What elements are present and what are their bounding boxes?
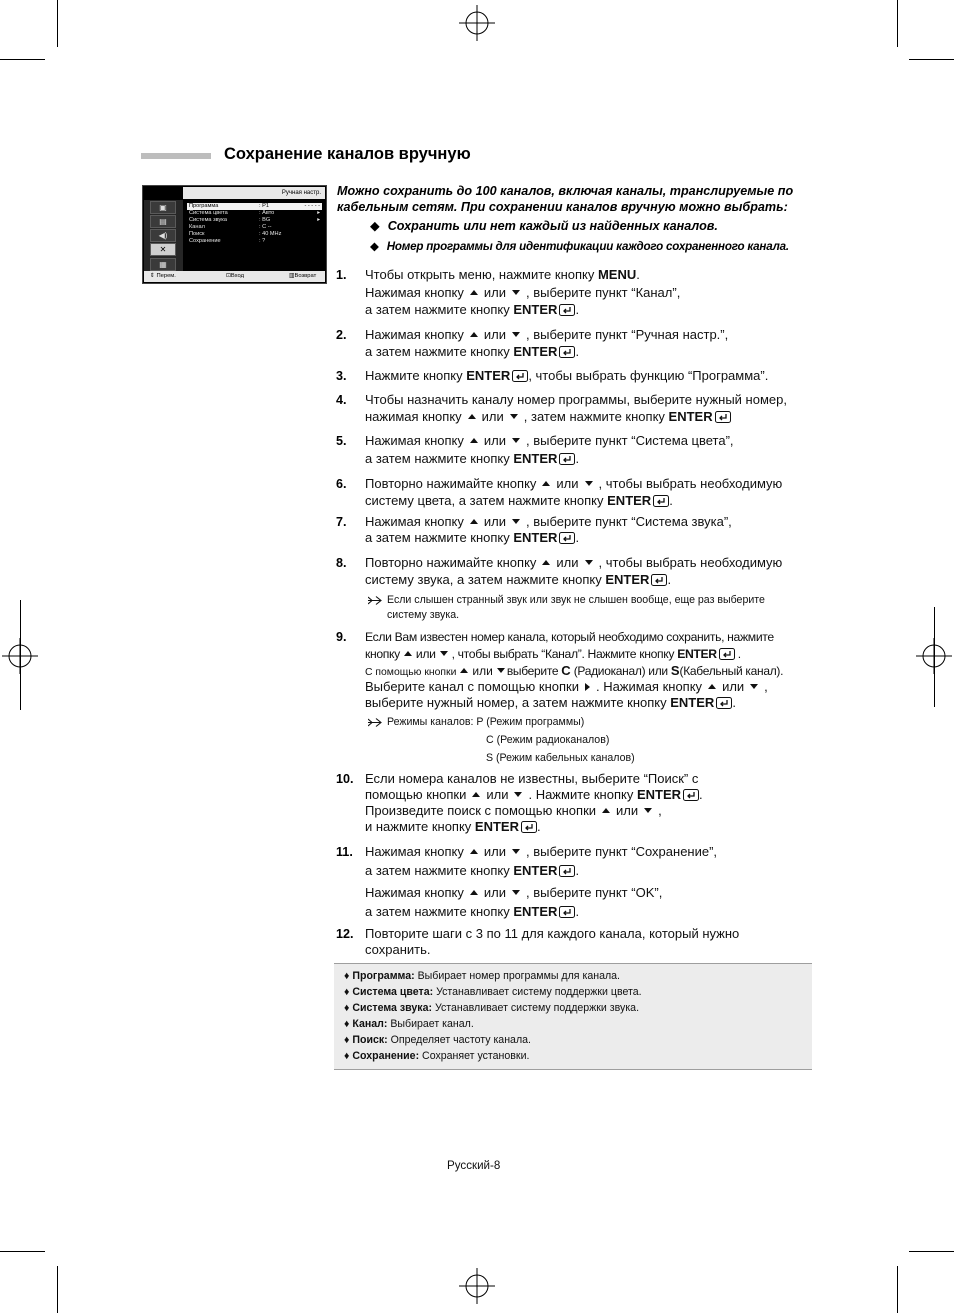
- arrow-down-icon: [512, 438, 520, 443]
- note-text: Режимы каналов: P (Режим программы): [387, 716, 585, 728]
- step-text: , чтобы выбрать необходимую: [598, 476, 783, 491]
- definition-desc: Определяет частоту канала.: [387, 1034, 531, 1046]
- step-line: а затем нажмите кнопку ENTER .: [365, 904, 580, 919]
- step-text: или: [472, 664, 493, 678]
- step-text: , чтобы выбрать функцию “Программа”.: [528, 368, 769, 383]
- tv-row-value: : ?: [259, 238, 266, 244]
- enter-key: ENTER: [466, 368, 511, 383]
- step-text: Чтобы назначить каналу номер программы, выберите нужный номер,: [365, 392, 787, 407]
- definition-term: Поиск:: [352, 1034, 388, 1046]
- step-text: или: [483, 885, 506, 900]
- step-text: или: [483, 285, 506, 300]
- step-text: , выберите пункт “Сохранение”,: [525, 844, 718, 859]
- enter-icon: [559, 906, 575, 918]
- arrow-right-icon: [585, 683, 590, 691]
- definition-term: Программа:: [352, 970, 415, 982]
- definition-desc: Устанавливает систему поддержки звука.: [432, 1002, 640, 1014]
- step-line: [365, 771, 698, 787]
- enter-key: ENTER: [513, 451, 558, 466]
- tv-row-value: : 40 MHz: [259, 231, 282, 237]
- step-number: 9.: [336, 630, 347, 644]
- enter-icon: [683, 789, 699, 801]
- intro-bullet: [370, 239, 789, 253]
- definition-term: Система звука:: [352, 1002, 433, 1014]
- title-decor-bar: [141, 153, 211, 159]
- crop-mark: [0, 59, 45, 60]
- step-line: [365, 926, 739, 942]
- step-line: [365, 327, 728, 343]
- step-text: или: [556, 476, 579, 491]
- enter-key: ENTER: [677, 647, 717, 661]
- step-line: [365, 514, 732, 530]
- tv-menu-rows: [187, 203, 322, 245]
- enter-icon: [559, 865, 575, 877]
- enter-icon: [521, 821, 537, 833]
- definition-item: [344, 1050, 529, 1062]
- intro-paragraph: Можно сохранить до 100 каналов, включая каналы, транслируемые по кабельным сетям. При сохранении каналов вручную можно выбрать:: [337, 184, 794, 214]
- intro-bullet-text: Номер программы для идентификации каждого сохраненного канала.: [386, 240, 789, 253]
- enter-icon: [559, 532, 575, 544]
- step-text: Нажимая кнопку: [365, 327, 464, 342]
- note-arrow-icon: [368, 596, 383, 605]
- registration-mark-icon: [459, 1268, 495, 1304]
- step-text: или: [616, 803, 639, 818]
- arrow-up-icon: [602, 808, 610, 813]
- crop-mark: [909, 1251, 954, 1252]
- definition-term: Сохранение:: [352, 1050, 420, 1062]
- channel-icon: ✕: [150, 243, 176, 256]
- enter-key: ENTER: [513, 863, 558, 878]
- step-line: а затем нажмите кнопку ENTER .: [365, 863, 580, 878]
- enter-key: ENTER: [605, 572, 650, 587]
- step-line: систему цвета, а затем нажмите кнопку ENTER .: [365, 493, 673, 508]
- step-line: а затем нажмите кнопку ENTER .: [365, 344, 580, 359]
- step-text: Нажмите кнопку: [365, 368, 467, 383]
- step-text: а затем нажмите кнопку: [365, 863, 514, 878]
- step-line: систему звука, а затем нажмите кнопку ENTER .: [365, 572, 672, 587]
- step-text: , чтобы выбрать необходимую: [598, 555, 783, 570]
- tv-row-extra: ▸: [317, 210, 320, 216]
- arrow-up-icon: [470, 438, 478, 443]
- step-text: (Радиоканал) или: [570, 664, 671, 678]
- step-line: [365, 285, 680, 301]
- menu-key: MENU: [597, 267, 637, 282]
- arrow-down-icon: [440, 651, 448, 656]
- diamond-icon: ♦: [344, 970, 353, 982]
- step-text: или: [722, 679, 745, 694]
- step-number: 6.: [336, 477, 347, 491]
- arrow-up-icon: [468, 414, 476, 419]
- note-text: Если слышен странный звук или звук не слышен вообще, еще раз выберите: [387, 594, 765, 606]
- step-text: а затем нажмите кнопку: [365, 302, 514, 317]
- arrow-up-icon: [470, 849, 478, 854]
- step-text: Нажимая кнопку: [365, 433, 464, 448]
- tv-row-label: Система цвета: [189, 210, 228, 216]
- arrow-up-icon: [708, 684, 716, 689]
- note-line: [387, 609, 459, 621]
- step-text: , выберите пункт “Ручная настр.”,: [525, 327, 729, 342]
- step-text: Нажимая кнопку: [365, 885, 464, 900]
- step-line: [365, 433, 734, 449]
- enter-icon: [651, 574, 667, 586]
- arrow-up-icon: [470, 890, 478, 895]
- step-text: или: [483, 433, 506, 448]
- arrow-up-icon: [472, 792, 480, 797]
- step-number: 5.: [336, 434, 347, 448]
- tv-menu-header: Ручная настр.: [183, 187, 325, 199]
- step-line: [365, 392, 787, 408]
- definition-item: [344, 1018, 474, 1030]
- arrow-down-icon: [512, 890, 520, 895]
- note-line: [368, 716, 584, 728]
- step-text: ,: [658, 803, 662, 818]
- step-number: 7.: [336, 515, 347, 529]
- step-text: ,: [764, 679, 768, 694]
- step-text: Произведите поиск с помощью кнопки: [365, 803, 597, 818]
- arrow-up-icon: [404, 651, 412, 656]
- crop-mark: [934, 607, 935, 707]
- step-text: или: [486, 787, 509, 802]
- step-text: систему звука, а затем нажмите кнопку: [365, 572, 606, 587]
- tv-menu-footer: [144, 271, 325, 282]
- step-text: и нажмите кнопку: [365, 819, 475, 834]
- step-text: Если номера каналов не известны, выберите “Поиск” с: [365, 771, 699, 786]
- speaker-icon: ◀): [150, 229, 176, 242]
- tv-menu-row: [187, 224, 322, 231]
- step-text: выберите нужный номер, а затем нажмите кнопку: [365, 695, 671, 710]
- tv-row-label: Поиск: [189, 231, 205, 237]
- step-line: помощью кнопки или . Нажмите кнопку ENTER .: [365, 787, 703, 802]
- crop-mark: [20, 600, 21, 710]
- arrow-down-icon: [510, 414, 518, 419]
- step-text: Выберите канал с помощью кнопки: [365, 679, 579, 694]
- enter-icon: [715, 411, 731, 423]
- setup-icon: ▦: [150, 258, 176, 271]
- step-text: , выберите пункт “Система цвета”,: [525, 433, 734, 448]
- step-text: или: [481, 409, 504, 424]
- tv-footer-back-label: Возврат: [294, 273, 317, 279]
- tv-menu-row: [187, 210, 322, 217]
- arrow-down-icon: [512, 332, 520, 337]
- step-text: Нажимая кнопку: [365, 514, 464, 529]
- tv-footer-enter-label: Вход: [230, 273, 244, 279]
- crop-mark: [897, 0, 898, 47]
- step-text: а затем нажмите кнопку: [365, 451, 514, 466]
- step-text: (Кабельный канал).: [679, 664, 784, 678]
- step-number: 1.: [336, 268, 347, 282]
- enter-icon: [653, 495, 669, 507]
- tv-footer-move-label: Перем.: [156, 273, 176, 279]
- step-text: а затем нажмите кнопку: [365, 530, 514, 545]
- enter-key: ENTER: [513, 530, 558, 545]
- tv-row-value: : BG: [259, 217, 271, 223]
- step-text: , затем нажмите кнопку: [523, 409, 669, 424]
- note-text: S (Режим кабельных каналов): [486, 752, 635, 764]
- intro-bullet-text: Сохранить или нет каждый из найденных каналов.: [387, 219, 718, 233]
- step-text: С помощью кнопки: [365, 667, 457, 678]
- tv-row-extra: - - - - -: [304, 203, 320, 209]
- step-text: а затем нажмите кнопку: [365, 904, 514, 919]
- page-title: Сохранение каналов вручную: [224, 145, 471, 163]
- step-text: , выберите пункт “Система звука”,: [525, 514, 732, 529]
- step-text: Чтобы открыть меню, нажмите кнопку: [365, 267, 598, 282]
- enter-icon: [559, 453, 575, 465]
- definition-desc: Устанавливает систему поддержки цвета.: [433, 986, 642, 998]
- definition-term: Канал:: [352, 1018, 388, 1030]
- arrow-down-icon: [585, 560, 593, 565]
- diamond-icon: ♦: [344, 986, 353, 998]
- arrow-up-icon: [470, 519, 478, 524]
- step-line: [365, 885, 662, 901]
- note-arrow-icon: [368, 718, 383, 727]
- enter-key: ENTER: [607, 493, 652, 508]
- step-line: [365, 629, 774, 645]
- diamond-icon: ◆: [370, 219, 380, 233]
- step-line: [365, 267, 640, 283]
- step-line: а затем нажмите кнопку ENTER .: [365, 302, 580, 317]
- crop-mark: [0, 1251, 45, 1252]
- arrow-up-icon: [542, 560, 550, 565]
- step-number: 10.: [336, 772, 354, 786]
- step-text: или: [556, 555, 579, 570]
- page-number: Русский-8: [447, 1159, 501, 1172]
- enter-key: ENTER: [668, 409, 713, 424]
- tv-row-label: Система звука: [189, 217, 227, 223]
- step-line: [365, 476, 782, 492]
- arrow-down-icon: [750, 684, 758, 689]
- definition-item: [344, 1002, 639, 1014]
- arrow-down-icon: [512, 519, 520, 524]
- step-text: , выберите пункт “OK”,: [525, 885, 663, 900]
- tv-menu-screenshot: [142, 185, 327, 284]
- step-line: [365, 368, 768, 384]
- step-text: , чтобы выбрать “Канал”. Нажмите кнопку: [451, 647, 678, 661]
- step-text: . Нажмите кнопку: [528, 787, 637, 802]
- arrow-up-icon: [460, 668, 468, 673]
- crop-mark: [909, 59, 954, 60]
- arrow-up-icon: [470, 290, 478, 295]
- step-line: выберите нужный номер, а затем нажмите кнопку ENTER .: [365, 695, 736, 710]
- tv-menu-row: [187, 238, 322, 245]
- arrow-down-icon: [585, 481, 593, 486]
- note-line: [486, 734, 609, 746]
- step-number: 11.: [336, 845, 353, 859]
- step-text: кнопку: [365, 647, 400, 661]
- definition-item: [344, 1034, 531, 1046]
- definition-desc: Выбирает номер программы для канала.: [414, 970, 620, 982]
- diamond-icon: ♦: [344, 1034, 353, 1046]
- enter-key: ENTER: [513, 904, 558, 919]
- tv-menu-icon-column: [144, 200, 183, 273]
- enter-icon: [716, 697, 732, 709]
- arrow-down-icon: [512, 849, 520, 854]
- tv-row-extra: ▸: [317, 217, 320, 223]
- diamond-icon: ♦: [344, 1002, 353, 1014]
- step-line: [365, 942, 430, 958]
- step-text: Повторно нажимайте кнопку: [365, 555, 537, 570]
- definitions-box: [334, 963, 812, 1070]
- step-text: или: [415, 647, 436, 661]
- step-text: выберите: [506, 664, 562, 678]
- tv-row-label: Канал: [189, 224, 205, 230]
- channel-c-key: C: [561, 663, 571, 678]
- tv-menu-row: [187, 217, 322, 224]
- note-text: систему звука.: [387, 609, 460, 621]
- step-text: Повторите шаги с 3 по 11 для каждого канала, который нужно: [365, 926, 740, 941]
- step-number: 2.: [336, 328, 347, 342]
- tv-footer-enter: ⊡Вход: [226, 273, 244, 279]
- enter-key: ENTER: [636, 787, 681, 802]
- arrow-down-icon: [497, 668, 505, 673]
- note-text: C (Режим радиоканалов): [486, 734, 610, 746]
- tv-menu-row: [187, 203, 322, 210]
- step-number: 4.: [336, 393, 347, 407]
- tv-row-label: Сохранение: [189, 238, 221, 244]
- step-line: кнопку или , чтобы выбрать “Канал”. Нажмите кнопку ENTER .: [365, 647, 741, 661]
- step-text: .: [636, 267, 640, 282]
- definition-term: Система цвета:: [352, 986, 434, 998]
- step-text: систему цвета, а затем нажмите кнопку: [365, 493, 608, 508]
- step-text: Если Вам известен номер канала, который необходимо сохранить, нажмите: [365, 630, 774, 644]
- enter-icon: [719, 648, 735, 660]
- crop-mark: [897, 1266, 898, 1313]
- enter-key: ENTER: [513, 344, 558, 359]
- definition-item: [344, 970, 620, 982]
- step-text: , выберите пункт “Канал”,: [525, 285, 681, 300]
- step-text: сохранить.: [365, 942, 431, 957]
- arrow-up-icon: [470, 332, 478, 337]
- step-text: Нажимая кнопку: [365, 844, 464, 859]
- note-line: [368, 594, 765, 606]
- step-line: [365, 555, 782, 571]
- arrow-down-icon: [512, 290, 520, 295]
- step-line: [365, 803, 662, 819]
- tv-row-value: : C --: [259, 224, 272, 230]
- tv-menu-row: [187, 231, 322, 238]
- step-line: а затем нажмите кнопку ENTER .: [365, 451, 580, 466]
- step-line: и нажмите кнопку ENTER .: [365, 819, 541, 834]
- step-text: или: [483, 327, 506, 342]
- enter-key: ENTER: [474, 819, 519, 834]
- step-line: [365, 844, 717, 860]
- enter-key: ENTER: [670, 695, 715, 710]
- enter-icon: [559, 346, 575, 358]
- step-text: Нажимая кнопку: [365, 285, 464, 300]
- arrow-down-icon: [644, 808, 652, 813]
- diamond-icon: ◆: [370, 240, 379, 253]
- definition-desc: Сохраняет установки.: [419, 1050, 530, 1062]
- definition-item: [344, 986, 642, 998]
- step-line: [365, 679, 768, 695]
- enter-key: ENTER: [513, 302, 558, 317]
- diamond-icon: ♦: [344, 1018, 353, 1030]
- arrow-down-icon: [514, 792, 522, 797]
- step-line: а затем нажмите кнопку ENTER .: [365, 530, 580, 545]
- channel-s-key: S: [670, 663, 680, 678]
- enter-icon: [559, 304, 575, 316]
- step-number: 12.: [336, 927, 354, 941]
- diamond-icon: ♦: [344, 1050, 353, 1062]
- tv-footer-move: ⇕ Перем.: [150, 273, 176, 279]
- tv-row-value: : P1: [259, 203, 269, 209]
- crop-mark: [57, 1266, 58, 1313]
- enter-icon: [512, 370, 528, 382]
- tv-row-label: Программа: [189, 203, 219, 209]
- tv-footer-back: ▥Возврат: [289, 273, 317, 279]
- definition-desc: Выбирает канал.: [387, 1018, 474, 1030]
- step-text: а затем нажмите кнопку: [365, 344, 514, 359]
- step-number: 3.: [336, 369, 347, 383]
- step-text: нажимая кнопку: [365, 409, 462, 424]
- tv-row-value: : Авто: [259, 210, 275, 216]
- step-text: Повторно нажимайте кнопку: [365, 476, 537, 491]
- step-number: 8.: [336, 556, 347, 570]
- note-line: [486, 752, 635, 764]
- step-text: или: [483, 514, 506, 529]
- intro-bullet: [370, 218, 718, 233]
- arrow-up-icon: [542, 481, 550, 486]
- step-text: . Нажимая кнопку: [595, 679, 703, 694]
- picture-icon: ▣: [150, 201, 176, 214]
- sound-icon: ▤: [150, 215, 176, 228]
- registration-mark-icon: [459, 5, 495, 41]
- step-text: помощью кнопки: [365, 787, 467, 802]
- step-line: [365, 409, 731, 425]
- step-text: или: [483, 844, 506, 859]
- crop-mark: [57, 0, 58, 47]
